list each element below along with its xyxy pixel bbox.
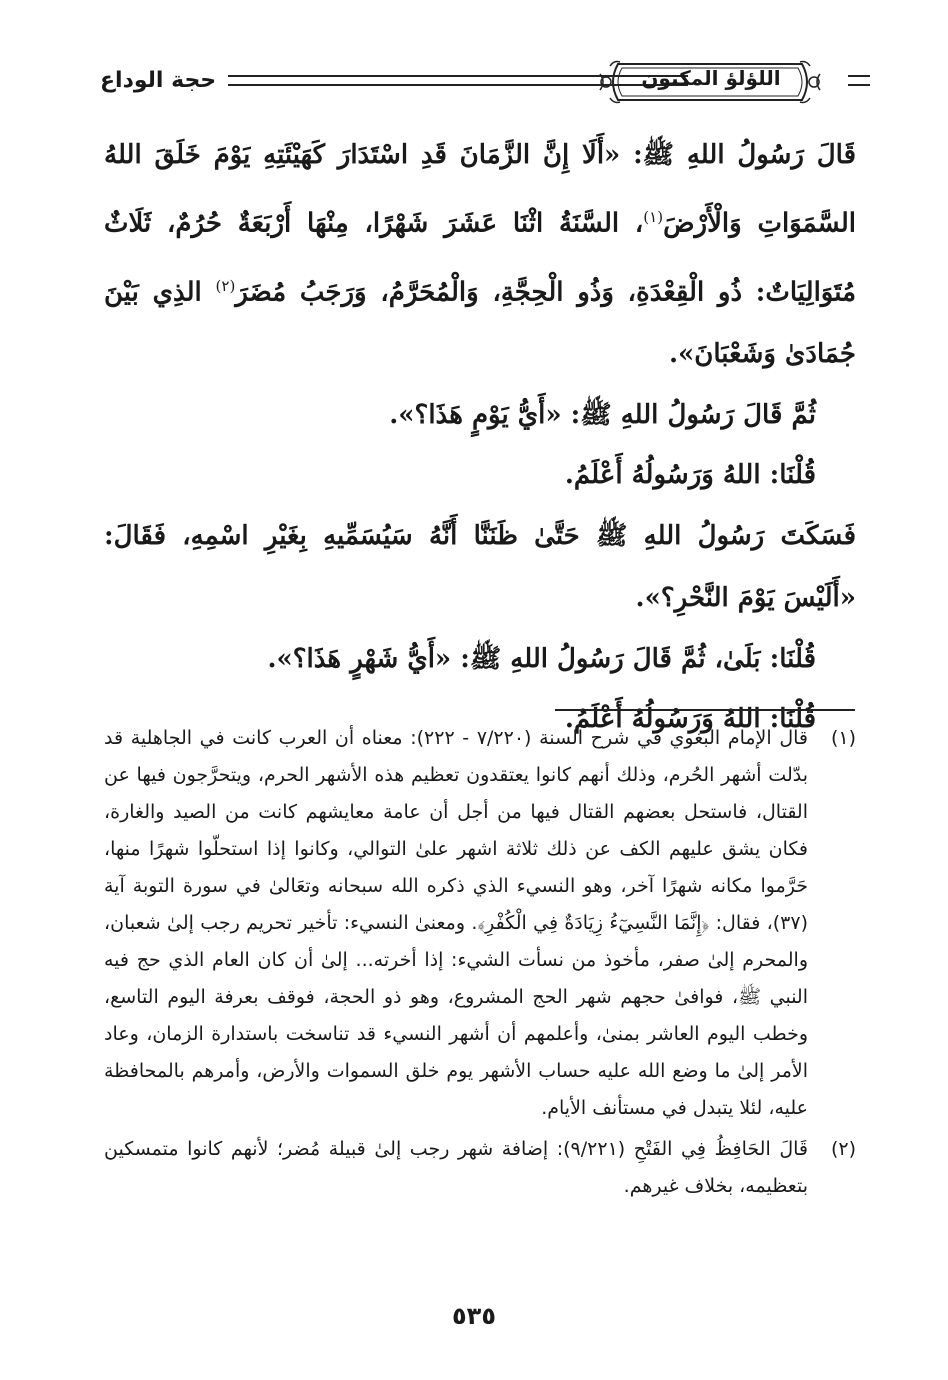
footnote-2 [104, 1131, 856, 1205]
paragraph-silence: فَسَكَتَ رَسُولُ اللهِ ﷺ حَتَّىٰ ظَنَنَّا أَنَّهُ سَيُسَمِّيهِ بِغَيْرِ اسْمِهِ، فَقَالَ: «أَلَيْسَ يَوْمَ النَّحْرِ؟». [104, 521, 856, 614]
footnote-number: (٢) [830, 1138, 856, 1160]
footnote-text: قَالَ الحَافِظُ فِي الفَتْحِ (٩/٢٢١): إضافة شهر رجب إلىٰ قبيلة مُضر؛ لأنهم كانوا متمسكين بتعظيمه، بخلاف غيرهم. [104, 1138, 808, 1197]
book-title: اللؤلؤ المكنون [641, 66, 781, 90]
paragraph-answer-1: قُلْنَا: اللهُ وَرَسُولُهُ أَعْلَمُ. [564, 460, 816, 491]
page-number: ٥٣٥ [452, 1302, 496, 1330]
header-rule-right [848, 75, 870, 86]
footnote-separator [555, 709, 855, 711]
page-header [100, 50, 860, 120]
chapter-title: حجة الوداع [100, 68, 217, 93]
paragraph-hadith-opening: قَالَ رَسُولُ اللهِ ﷺ: «أَلَا إِنَّ الزَّمَانَ قَدِ اسْتَدَارَ كَهَيْئَتِهِ يَوْمَ خَلَقَ اللهُ السَّمَوَاتِ وَالْأَرْضَ$^{(١)}$، السَّنَةُ اثْنَا عَشَرَ شَهْرًا، مِنْهَا أَرْبَعَةٌ حُرُمٌ، ثَلَاثٌ مُتَوَالِيَاتٌ: ذُو الْقِعْدَةِ، وَذُو الْحِجَّةِ، وَالْمُحَرَّمُ، وَرَجَبُ مُضَرَ$^{(٢)}$ الذِي بَيْنَ جُمَادَىٰ وَشَعْبَانَ». [104, 140, 857, 370]
book-title-cartouche [598, 56, 822, 108]
paragraph-question-month: قُلْنَا: بَلَىٰ، ثُمَّ قَالَ رَسُولُ اللهِ ﷺ: «أَيُّ شَهْرٍ هَذَا؟». [267, 644, 816, 675]
footnotes [104, 720, 856, 1209]
footnote-marker-2[interactable]: (٢) [215, 276, 236, 295]
footnote-marker-1[interactable]: (١) [643, 208, 664, 226]
footnote-text: قال الإمام البغوي في شرح السنة (٧/٢٢٠ - ٢٢٢): معناه أن العرب كانت في الجاهلية قد بدّلت أشهر الحُرم، وذلك أنهم كانوا يعتقدون تعظيم هذه الأشهر الحرم، ويتحرَّجون فيها عن القتال، فاستحل بعضهم القتال فيها من أجل أن عامة معايشهم كانت من الصيد والغارة، فكان يشق عليهم الكف عن ذلك ثلاثة اشهر علىٰ التوالي، وكانوا إذا استحلّوا شهرًا منها، حَرَّموا مكانه شهرًا آخر، وهو النسيء الذي ذكره الله سبحانه وتعَالىٰ في سورة التوبة آية (٣٧)، فقال: ﴿إِنَّمَا النَّسِيٓءُ زِيَادَةٌ فِي الْكُفْرِ﴾. ومعنىٰ النسيء: تأخير تحريم رجب إلىٰ شعبان، والمحرم إلىٰ صفر، مأخوذ من نسأت الشيء: إذا أخرته... إلىٰ أن كان العام الذي حج فيه النبي ﷺ، فوافىٰ حجهم شهر الحج المشروع، وهو ذو الحجة، فوقف بعرفة اليوم التاسع، وخطب اليوم العاشر بمنىٰ، وأعلمهم أن أشهر النسيء قد تناسخت باستدارة الزمان، وعاد الأمر إلىٰ ما وضع الله عليه حساب الأشهر يوم خلق السموات والأرض، وأمرهم بالمحافظة عليه، لئلا يتبدل في مستأنف الأيام. [104, 727, 808, 1119]
main-text [104, 124, 856, 749]
footnote-1 [104, 720, 856, 1127]
footnote-number: (١) [830, 727, 856, 749]
paragraph-answer-2: قُلْنَا: اللهُ وَرَسُولُهُ أَعْلَمُ. [564, 704, 816, 735]
paragraph-question-day: ثُمَّ قَالَ رَسُولُ اللهِ ﷺ: «أَيُّ يَوْمٍ هَذَا؟». [389, 400, 816, 431]
